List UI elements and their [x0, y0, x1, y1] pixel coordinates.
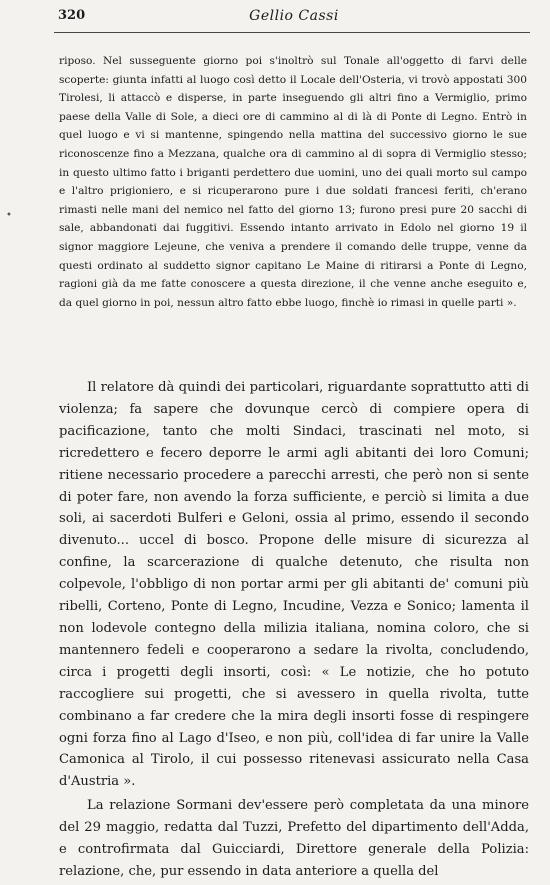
page-number: 320 [58, 8, 86, 23]
header-rule [54, 32, 530, 33]
body-paragraph-2: La relazione Sormani dev'essere però completata da una minore del 29 maggio, redatta dal Tuzzi, Prefetto del dipartimento dell'Adda, e controfirmata dal Guicciardi, Direttore generale della Polizia: relazione, che, pur essendo in data anteriore a quella del [59, 798, 529, 879]
quoted-report [59, 52, 527, 312]
page-header [58, 8, 530, 30]
body-text [59, 377, 529, 885]
body-paragraph-1: Il relatore dà quindi dei particolari, riguardante soprattutto atti di violenza; fa sapere che dovunque cercò di compiere opera di pacificazione, tanto che molti Sindaci, trascinati nel moto, si ricredettero e fecero deporre le armi agli abitanti dei loro Comuni; ritiene necessario procedere a parecchi arresti, che però non si sente di poter fare, non avendo la forza sufficiente, e perciò si limita a due soli, ai sacerdoti Bulferi e Geloni, ossia al primo, essendo il secondo divenuto... uccel di bosco. Propone delle misure di sicurezza al confine, la scarcerazione di qualche detenuto, che risulta non colpevole, l'obbligo di non portar armi per gli abitanti de' comuni più ribelli, Corteno, Ponte di Legno, Incudine, Vezza e Sonico; lamenta il non lodevole contegno della milizia italiana, nomina coloro, che si mantennero fedeli e cooperarono a sedare la rivolta, concludendo, circa i progetti degli insorti, così: « Le notizie, che ho potuto raccogliere sui progetti, che si avessero in quella rivolta, tutte combinano a far credere che la mira degli insorti fosse di respingere ogni forza fino al Lago d'Iseo, e non più, coll'idea di far unire la Valle Camonica al Tirolo, il cui possesso ritenevasi assicurato nella Casa d'Austria ». [59, 380, 529, 790]
quote-paragraph: riposo. Nel susseguente giorno poi s'inoltrò sul Tonale all'oggetto di farvi delle scoperte: giunta infatti al luogo così detto il Locale dell'Osteria, vi trovò appostati 300 Tirolesi, li attaccò e disperse, in parte inseguendo gli altri fino a Vermiglio, primo paese della Valle di Sole, a dieci ore di cammino al di là di Ponte di Legno. Entrò in quel luogo e vi si mantenne, spingendo nella mattina del successivo giorno le sue riconoscenze fino a Mezzana, qualche ora di cammino al di sopra di Vermiglio stesso; in questo ultimo fatto i briganti perdettero due uomini, uno dei quali morto sul campo e l'altro prigioniero, e si ricuperarono pure i due soldati francesi feriti, ch'erano rimasti nelle mani del nemico nel fatto del giorno 13; furono presi pure 20 sacchi di sale, abbandonati dai fuggitivi. Essendo intanto arrivato in Edolo nel giorno 19 il signor maggiore Lejeune, che veniva a prendere il comando delle truppe, venne da questi ordinato al suddetto signor capitano Le Maine di ritirarsi a Ponte di Legno, ragioni già da me fatte conoscere a questa direzione, il che venne anche eseguito e, da quel giorno in poi, nessun altro fatto ebbe luogo, finchè io rimasi in quelle parti ». [59, 55, 527, 309]
running-title: Gellio Cassi [249, 8, 339, 24]
margin-mark: • [6, 210, 12, 221]
